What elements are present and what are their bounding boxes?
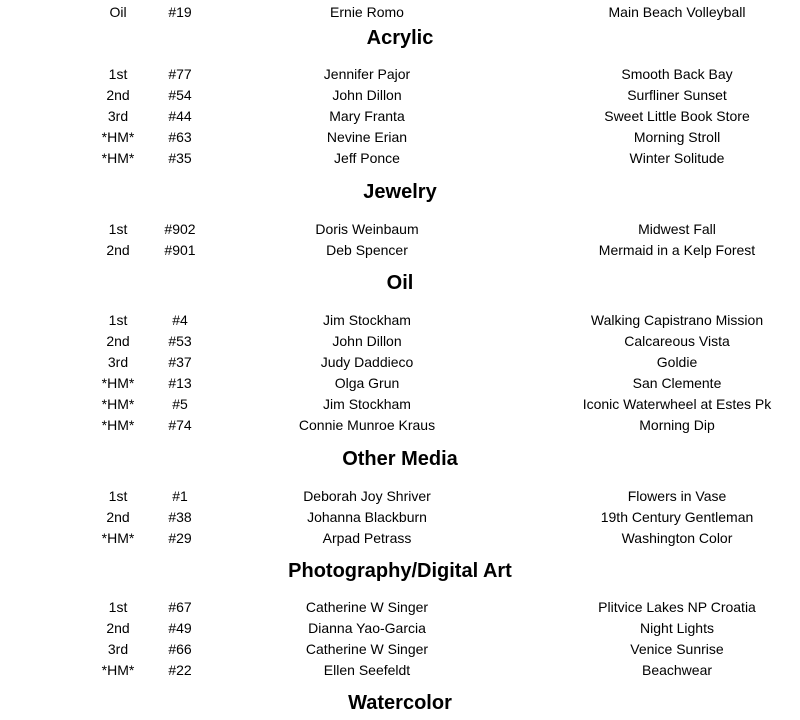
artist-name-cell: Jim Stockham [323,312,411,328]
section-heading-acrylic: Acrylic [366,27,434,49]
entry-number-cell: #66 [168,641,192,657]
entry-number-cell: #901 [164,242,196,258]
place-cell: 1st [108,312,128,328]
artist-name-cell: Johanna Blackburn [307,509,427,525]
place-cell: 1st [108,221,128,237]
artist-name-cell: Jeff Ponce [334,150,400,166]
entry-number-cell: #49 [168,620,192,636]
place-cell: 2nd [106,333,130,349]
artwork-title-cell: Venice Sunrise [630,641,724,657]
artist-name-cell: John Dillon [332,87,402,103]
artwork-title-cell: Goldie [656,354,698,370]
artist-name-cell: Catherine W Singer [305,599,429,615]
entry-number-cell: #63 [168,129,192,145]
artwork-title-cell: Plitvice Lakes NP Croatia [598,599,756,615]
artist-name-cell: Deborah Joy Shriver [303,488,431,504]
artist-name-cell: Ellen Seefeldt [323,662,411,678]
table-row [0,415,800,435]
artist-name-cell: Arpad Petrass [322,530,412,546]
artwork-title-cell: San Clemente [632,375,722,391]
entry-number-cell: #13 [168,375,192,391]
artist-name-cell: Nevine Erian [326,129,408,145]
place-cell: *HM* [101,396,135,412]
artist-name-cell: Ernie Romo [330,4,404,20]
section-heading-watercolor: Watercolor [348,692,452,714]
artist-name-cell: Deb Spencer [326,242,408,258]
place-cell: 2nd [106,509,130,525]
table-row [0,486,800,506]
artwork-title-cell: Calcareous Vista [624,333,730,349]
artist-name-cell: John Dillon [332,333,402,349]
artwork-title-cell: Smooth Back Bay [621,66,733,82]
artwork-title-cell: Night Lights [640,620,714,636]
place-cell: *HM* [101,417,135,433]
place-cell: 3rd [107,354,129,370]
entry-number-cell: #4 [172,312,188,328]
table-row [0,507,800,527]
table-row [0,64,800,84]
section-heading-jewelry: Jewelry [363,181,437,203]
section-heading-other-media: Other Media [342,448,458,470]
place-cell: 1st [108,599,128,615]
artist-name-cell: Connie Munroe Kraus [298,417,436,433]
entry-number-cell: #37 [168,354,192,370]
place-cell: 1st [108,66,128,82]
place-cell: 2nd [106,620,130,636]
table-row [0,597,800,617]
table-row [0,352,800,372]
place-cell: 2nd [106,87,130,103]
artwork-title-cell: Walking Capistrano Mission [590,312,764,328]
artwork-title-cell: Morning Dip [639,417,715,433]
table-row [0,618,800,638]
artwork-title-cell: 19th Century Gentleman [600,509,754,525]
table-row [0,219,800,239]
artwork-title-cell: Iconic Waterwheel at Estes Pk [582,396,772,412]
artwork-title-cell: Mermaid in a Kelp Forest [598,242,756,258]
table-row [0,240,800,260]
artwork-title-cell: Sweet Little Book Store [604,108,750,124]
section-heading-oil: Oil [386,272,414,294]
table-row [0,639,800,659]
place-cell: 1st [108,488,128,504]
place-cell: 2nd [106,242,130,258]
entry-number-cell: #19 [168,4,192,20]
table-row [0,2,800,22]
entry-number-cell: #77 [168,66,192,82]
table-row [0,127,800,147]
entry-number-cell: #67 [168,599,192,615]
artist-name-cell: Jennifer Pajor [323,66,411,82]
table-row [0,528,800,548]
table-row [0,660,800,680]
artist-name-cell: Olga Grun [334,375,400,391]
entry-number-cell: #44 [168,108,192,124]
entry-number-cell: #54 [168,87,192,103]
section-heading-photography-digital-art: Photography/Digital Art [288,560,512,582]
table-row [0,373,800,393]
entry-number-cell: #74 [168,417,192,433]
entry-number-cell: #22 [168,662,192,678]
place-cell: 3rd [107,108,129,124]
table-row [0,85,800,105]
place-cell: *HM* [101,530,135,546]
artwork-title-cell: Winter Solitude [629,150,725,166]
place-cell: *HM* [101,150,135,166]
artist-name-cell: Catherine W Singer [305,641,429,657]
table-row [0,394,800,414]
entry-number-cell: #53 [168,333,192,349]
table-row [0,331,800,351]
artist-name-cell: Jim Stockham [323,396,411,412]
artwork-title-cell: Surfliner Sunset [627,87,727,103]
table-row [0,106,800,126]
table-row [0,310,800,330]
artist-name-cell: Mary Franta [329,108,405,124]
artwork-title-cell: Beachwear [641,662,713,678]
artwork-title-cell: Midwest Fall [638,221,716,237]
place-cell: *HM* [101,375,135,391]
entry-number-cell: #902 [164,221,196,237]
place-cell: *HM* [101,129,135,145]
artwork-title-cell: Morning Stroll [633,129,721,145]
entry-number-cell: #29 [168,530,192,546]
place-cell: *HM* [101,662,135,678]
entry-number-cell: #1 [172,488,188,504]
artist-name-cell: Dianna Yao-Garcia [308,620,426,636]
artwork-title-cell: Washington Color [621,530,733,546]
artwork-title-cell: Main Beach Volleyball [608,4,746,20]
entry-number-cell: #5 [172,396,188,412]
entry-number-cell: #38 [168,509,192,525]
table-row [0,148,800,168]
place-cell: 3rd [107,641,129,657]
artist-name-cell: Doris Weinbaum [315,221,419,237]
artist-name-cell: Judy Daddieco [320,354,414,370]
artwork-title-cell: Flowers in Vase [627,488,727,504]
entry-number-cell: #35 [168,150,192,166]
place-cell: Oil [109,4,127,20]
